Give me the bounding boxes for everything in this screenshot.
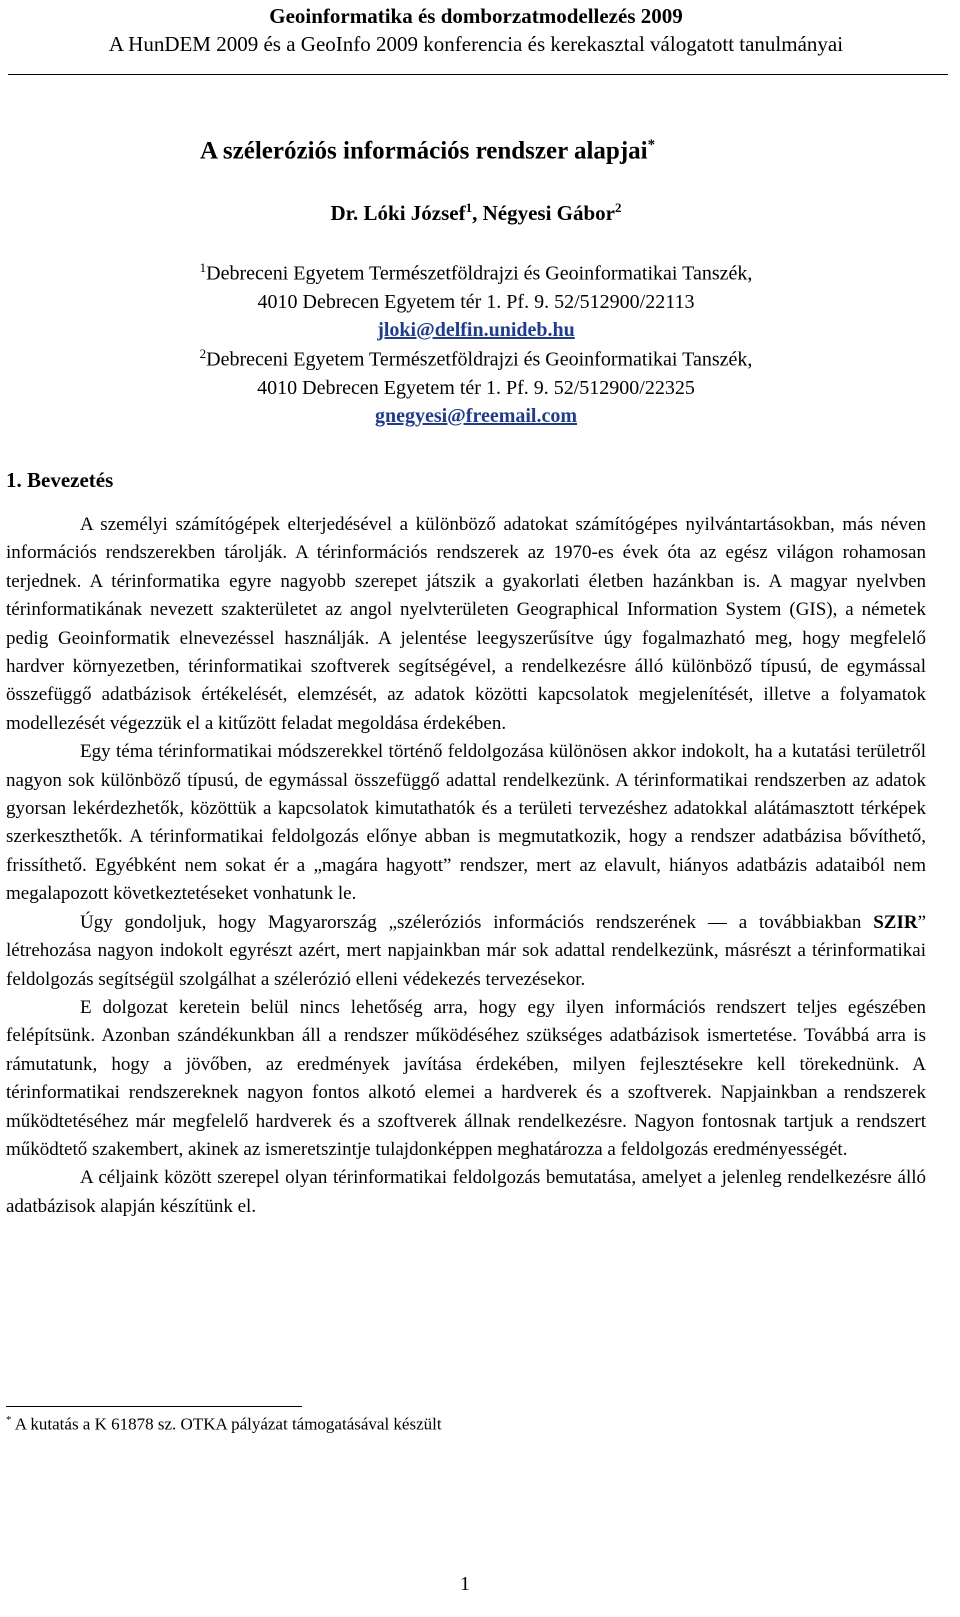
email-link-1[interactable]: jloki@delfin.unideb.hu [377,318,575,341]
affiliation-2-address: 4010 Debrecen Egyetem tér 1. Pf. 9. 52/512900/22325 [257,376,695,399]
paragraph-1: A személyi számítógépek elterjedésével a különböző adatokat számítógépes nyilvántartásokban, más néven információs rendszerekben tárolják. A térinformációs rendszerek az 1970-es évek óta az egész világon rohamosan terjednek. A térinformatika egyre nagyobb szerepet játszik a gyakorlati életben hazánkban is. A magyar nyelvben térinformatikának nevezett szakterületet az angol nyelvterületen Geographical Information System (GIS), a németek pedig Geoinformatik elnevezéssel használják. A jelentése leegyszerűsítve úgy fogalmazható meg, hogy megfelelő hardver környezetben, térinformatikai szoftverek segítségével, a rendelkezésre álló különböző típusú, de egymással összefüggő adatbázisok értékelését, elemzését, az adatok közötti kapcsolatok megjelenítését, illetve a folyamatok modellezését végezzük el a kitűzött feladat megoldása érdekében. [6,514,926,734]
affiliation-1-address: 4010 Debrecen Egyetem tér 1. Pf. 9. 52/512900/22113 [257,290,695,313]
affiliation-2 [0,340,952,430]
title-footnote-mark: * [647,137,656,153]
running-header [0,2,952,58]
author-separator: , [472,201,483,225]
author-1: Dr. Lóki József [330,201,466,225]
affiliation-1-institution-text: Debreceni Egyetem Természetföldrajzi és Geoinformatikai Tanszék, [206,262,753,285]
author-2-affil: 2 [615,200,622,215]
footnote-divider [6,1406,302,1407]
paragraph-szir [6,909,926,994]
footnote-text: A kutatás a K 61878 sz. OTKA pályázat támogatásával készült [11,1414,442,1434]
author-2: Négyesi Gábor [482,201,616,225]
footnote [6,1414,442,1435]
affiliation-1-institution [0,254,952,288]
paragraph-szir-after: ” létrehozása nagyon indokolt egyrészt azért, mert napjainkban már sok adattal rendelkezünk, másrészt a térinformatikai feldolgozás segítségül szolgálhat a szélerózió elleni védekezés tervezésekor. [6,911,926,990]
affiliation-2-institution-text: Debreceni Egyetem Természetföldrajzi és Geoinformatikai Tanszék, [206,348,753,371]
header-subtitle: A HunDEM 2009 és a GeoInfo 2009 konferencia és kerekasztal válogatott tanulmányai [108,32,844,56]
paper-title-text: A széleróziós információs rendszer alapjai [200,137,648,165]
author-1-affil: 1 [465,200,473,215]
header-title: Geoinformatika és domborzatmodellezés 2009 [269,4,683,28]
paper-title [200,137,655,165]
paragraph-szir-acronym: SZIR [873,911,918,933]
header-divider [8,74,948,75]
author-line [0,200,952,226]
body-text [6,511,926,1221]
paragraph-4: A céljaink között szerepel olyan térinformatikai feldolgozás bemutatása, amelyet a jelenleg rendelkezésre álló adatbázisok alapján készítünk el. [6,1167,926,1217]
section-heading: 1. Bevezetés [6,468,114,492]
paragraph-szir-before: Úgy gondoljuk, hogy Magyarország „széleróziós információs rendszerének ― a továbbiakban [80,911,874,933]
paragraph-3: E dolgozat keretein belül nincs lehetőség arra, hogy egy ilyen információs rendszert teljes egészében felépítsünk. Azonban szándékunkban áll a rendszer működéséhez szükséges adatbázisok ismertetése. Továbbá arra is rámutatunk, hogy a jövőben, az eredmények javítása érdekében, milyen fejlesztésekre kell törekednünk. A térinformatikai rendszereknek nagyon fontos alkotó elemei a hardverek és a szoftverek. Napjainkban a rendszerek működtetéséhez már megfelelő hardverek és a szoftverek állnak rendelkezésre. Nagyon fontosnak tartjuk a rendszert működtető szakembert, akinek az ismeretszintje tulajdonképpen meghatározza a feldolgozás eredményességét. [6,996,926,1160]
affiliation-1-sup: 1 [199,260,207,275]
page-number: 1 [460,1573,470,1595]
affiliation-2-institution [0,340,952,374]
footnote-mark: * [6,1414,12,1426]
affiliation-1 [0,254,952,344]
affiliation-2-sup: 2 [199,346,207,361]
email-link-2[interactable]: gnegyesi@freemail.com [374,404,578,427]
paragraph-2: Egy téma térinformatikai módszerekkel történő feldolgozása különösen akkor indokolt, ha a kutatási területről nagyon sok különböző típusú, de egymással összefüggő adattal rendelkezünk. A térinformatikai rendszerben az adatok gyorsan lekérdezhetők, közöttük a kapcsolatok kimutathatók és a területi tervezéshez adatokkal alátámasztott térképek szerkeszthetők. A térinformatikai feldolgozás előnye abban is megmutatkozik, hogy a rendszer adatbázisa bővíthető, frissíthető. Egyébként nem sokat ér a „magára hagyott” rendszer, mert az elavult, hiányos adatbázis adataiból nem megalapozott következtetéseket vonhatunk le. [6,741,926,905]
